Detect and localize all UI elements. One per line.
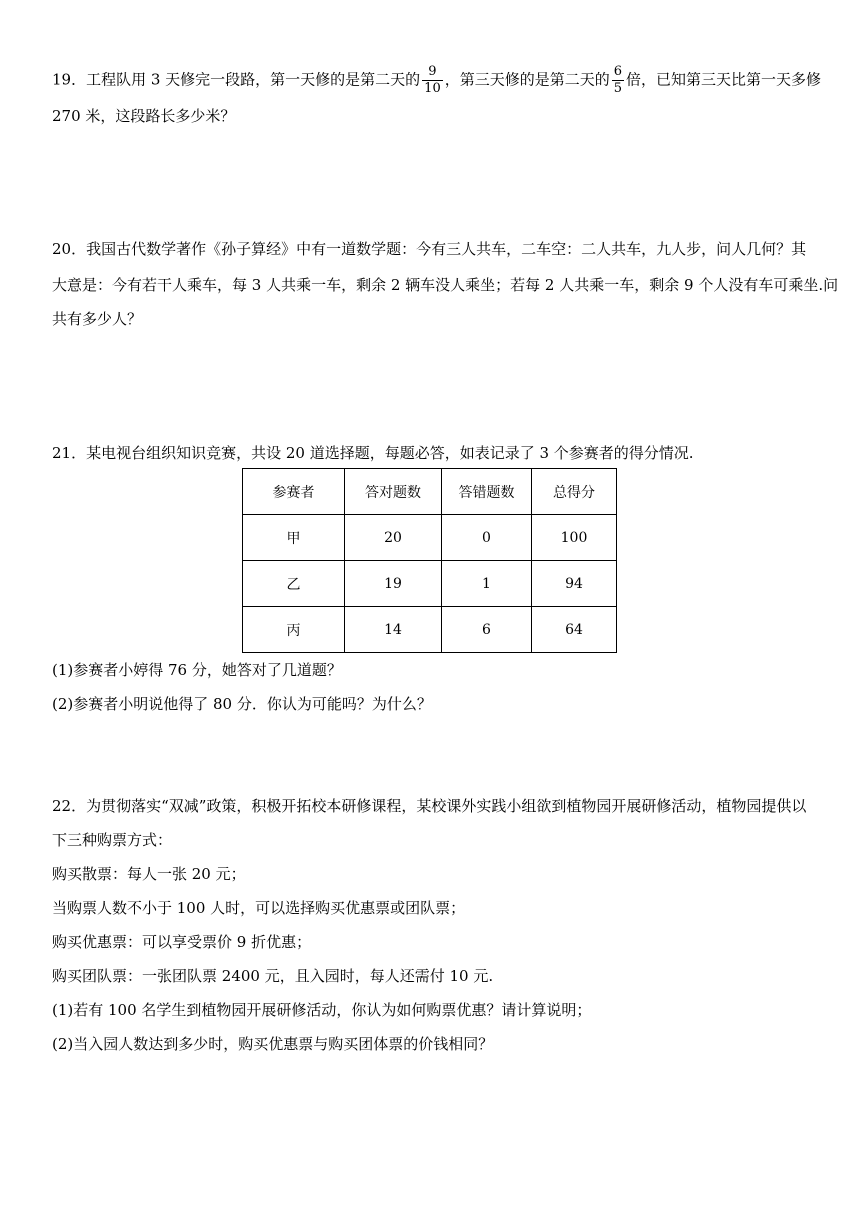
- table-cell: 14: [345, 607, 442, 653]
- q22-sub2: (2)当入园人数达到多少时，购买优惠票与购买团体票的价钱相同？: [52, 1035, 494, 1053]
- table-cell: 0: [442, 515, 532, 561]
- fraction-numerator: 6: [613, 64, 623, 79]
- q20-line1: 20．我国古代数学著作《孙子算经》中有一道数学题：今有三人共车，二车空：二人共车，九人步，问人几何？其: [52, 240, 807, 258]
- table-cell: 6: [442, 607, 532, 653]
- table-row: [243, 607, 617, 653]
- score-table: [242, 468, 617, 653]
- table-cell: 100: [532, 515, 617, 561]
- table-cell: 19: [345, 561, 442, 607]
- q21-sub2: (2)参赛者小明说他得了 80 分．你认为可能吗？为什么？: [52, 695, 432, 713]
- q22-line1: 22．为贯彻落实“双减”政策，积极开拓校本研修课程，某校课外实践小组欲到植物园开展研修活动，植物园提供以: [52, 797, 807, 815]
- table-cell: 94: [532, 561, 617, 607]
- q22-line5: 购买优惠票：可以享受票价 9 折优惠；: [52, 933, 312, 951]
- q19-line1: [52, 64, 821, 97]
- q20-line3: 共有多少人？: [52, 310, 143, 328]
- q22-line4: 当购票人数不小于 100 人时，可以选择购买优惠票或团队票；: [52, 899, 466, 917]
- table-header-cell: 答错题数: [442, 469, 532, 515]
- table-header-cell: 答对题数: [345, 469, 442, 515]
- table-cell: 1: [442, 561, 532, 607]
- q22-line2: 下三种购票方式：: [52, 831, 173, 849]
- table-cell: 20: [345, 515, 442, 561]
- q22-line6: 购买团队票：一张团队票 2400 元，且入园时，每人还需付 10 元.: [52, 967, 494, 985]
- table-row: [243, 515, 617, 561]
- table-cell: 64: [532, 607, 617, 653]
- table-header-cell: 总得分: [532, 469, 617, 515]
- q21-intro: 21．某电视台组织知识竞赛，共设 20 道选择题，每题必答，如表记录了 3 个参赛者的得分情况.: [52, 444, 694, 462]
- table-header-cell: 参赛者: [243, 469, 345, 515]
- q22-line3: 购买散票：每人一张 20 元；: [52, 865, 246, 883]
- q20-line2: 大意是：今有若干人乘车，每 3 人共乘一车，剩余 2 辆车没人乘坐；若每 2 人共乘一车，剩余 9 个人没有车可乘坐.问: [52, 276, 839, 294]
- table-cell: 丙: [243, 607, 345, 653]
- q21-sub1: (1)参赛者小婷得 76 分，她答对了几道题？: [52, 661, 342, 679]
- q19-text-part3: 倍，已知第三天比第一天多修: [626, 70, 822, 89]
- table-cell: 甲: [243, 515, 345, 561]
- fraction-numerator: 9: [422, 64, 443, 81]
- q19-text-part2: ，第三天修的是第二天的: [444, 70, 610, 89]
- q19-line2: 270 米，这段路长多少米？: [52, 107, 236, 125]
- q19-text-part1: 19．工程队用 3 天修完一段路，第一天修的是第二天的: [52, 70, 421, 89]
- q19-fraction-9-10: [422, 64, 443, 97]
- q22-sub1: (1)若有 100 名学生到植物园开展研修活动，你认为如何购票优惠？请计算说明；: [52, 1001, 592, 1019]
- q19-fraction-6-5: [612, 64, 624, 97]
- table-cell: 乙: [243, 561, 345, 607]
- fraction-denominator: 5: [613, 81, 623, 96]
- table-header-row: [243, 469, 617, 515]
- fraction-denominator: 10: [424, 81, 441, 96]
- table-row: [243, 561, 617, 607]
